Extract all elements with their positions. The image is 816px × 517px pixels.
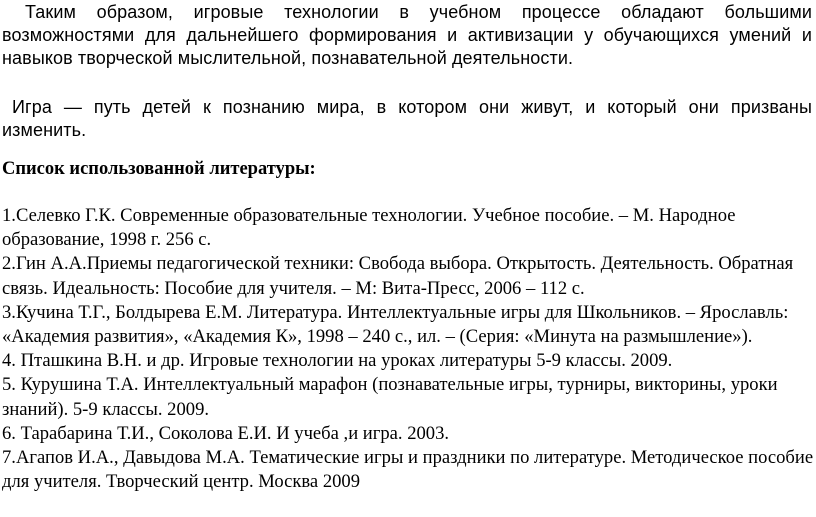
reference-item: 5. Курушина Т.А. Интеллектуальный марафон (познавательные игры, турниры, викторины, уроки знаний). 5-9 классы. 2009. [2, 374, 778, 420]
reference-item: 7.Агапов И.А., Давыдова М.А. Тематические игры и праздники по литературе. Методическое пособие для учителя. Творческий центр. Москва 2009 [2, 447, 814, 493]
references-list [2, 204, 814, 494]
reference-item: 3.Кучина Т.Г., Болдырева Е.М. Литература. Интеллектуальные игры для Школьников. – Ярославль: «Академия развития», «Академия К», 1998 – 240 с., ил. – (Серия: «Минута на размышление»). [2, 301, 789, 348]
reference-item: 2.Гин А.А.Приемы педагогической техники: Свобода выбора. Открытость. Деятельность. Обратная связь. Идеальность: Пособие для учителя. – М: Вита-Пресс, 2006 – 112 с. [2, 253, 794, 299]
reference-item: 6. Тарабарина Т.И., Соколова Е.И. И учеба ,и игра. 2003. [2, 422, 450, 444]
references-heading: Список использованной литературы: [2, 159, 316, 179]
reference-item: 4. Пташкина В.Н. и др. Игровые технологии на уроках литературы 5-9 классы. 2009. [2, 350, 673, 372]
reference-item: 1.Селевко Г.К. Современные образовательные технологии. Учебное пособие. – М. Народное образование, 1998 г. 256 с. [2, 205, 736, 251]
game-quote-paragraph: Игра — путь детей к познанию мира, в котором они живут, и который они призваны изменить. [2, 97, 812, 140]
conclusion-paragraph: Таким образом, игровые технологии в учебном процессе обладают большими возможностями для дальнейшего формирования и активизации у обучающихся умений и навыков творческой мыслительной, познавательной деятельности. [2, 2, 812, 68]
